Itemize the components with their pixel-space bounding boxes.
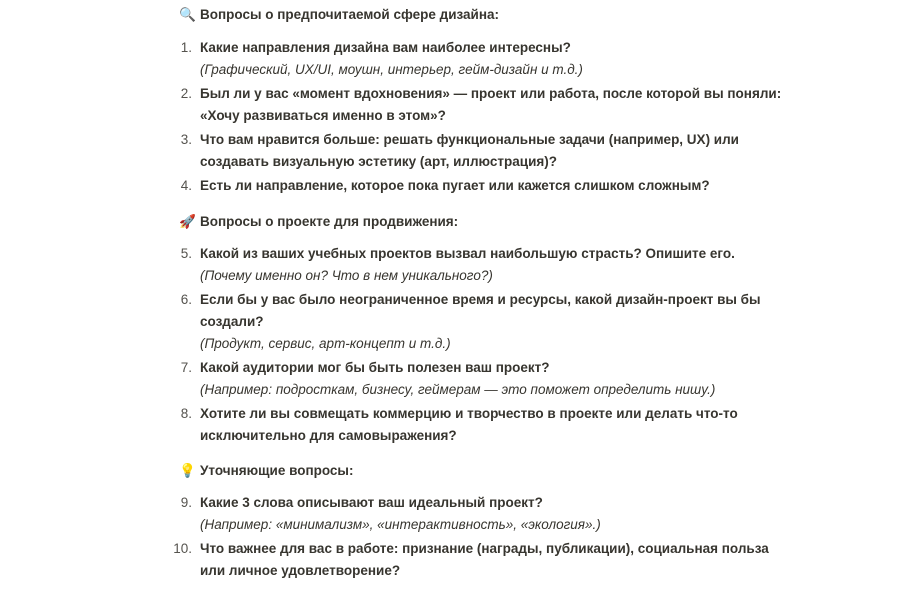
lightbulb-icon: 💡: [179, 463, 196, 479]
question-text-line: или личное удовлетворение?: [200, 563, 401, 578]
question-text-line: Какие направления дизайна вам наиболее интересны?: [200, 40, 571, 55]
question-hint: (Например: «минимализм», «интерактивность», «экология».): [200, 517, 601, 532]
section-title: Вопросы о проекте для продвижения:: [200, 214, 459, 229]
magnifier-icon: 🔍: [179, 7, 196, 23]
question-text-line: Что вам нравится больше: решать функциональные задачи (например, UX) или: [200, 132, 739, 147]
question-text-line: Хотите ли вы совмещать коммерцию и творчество в проекте или делать что-то: [200, 406, 738, 421]
question-text-line: Какие 3 слова описывают ваш идеальный проект?: [200, 495, 543, 510]
question-number: 9.: [180, 495, 192, 510]
question-text-line: исключительно для самовыражения?: [200, 428, 457, 443]
question-number: 2.: [180, 86, 192, 101]
question-text-line: Если бы у вас было неограниченное время и ресурсы, какой дизайн-проект вы бы: [200, 292, 761, 307]
question-number: 1.: [180, 40, 192, 55]
question-number: 4.: [180, 178, 192, 193]
question-number: 3.: [180, 132, 192, 147]
question-text-line: создавать визуальную эстетику (арт, иллюстрация)?: [200, 154, 557, 169]
question-number: 8.: [180, 406, 192, 421]
question-hint: (Например: подросткам, бизнесу, геймерам — это поможет определить нишу.): [200, 382, 716, 397]
question-number: 10.: [173, 541, 192, 556]
section-heading-clarifying: [179, 462, 353, 480]
question-number: 5.: [180, 246, 192, 261]
section-title: Вопросы о предпочитаемой сфере дизайна:: [200, 7, 500, 22]
question-text-line: Был ли у вас «момент вдохновения» — проект или работа, после которой вы поняли:: [200, 86, 782, 101]
question-hint: (Продукт, сервис, арт-концепт и т.д.): [200, 336, 451, 351]
question-number: 6.: [180, 292, 192, 307]
question-text-line: Какой из ваших учебных проектов вызвал наибольшую страсть? Опишите его.: [200, 246, 735, 261]
question-text-line: «Хочу развиваться именно в этом»?: [200, 108, 446, 123]
question-text-line: создали?: [200, 314, 264, 329]
section-heading-promotion-project: [179, 213, 458, 231]
question-text-line: Что важнее для вас в работе: признание (награды, публикации), социальная польза: [200, 541, 769, 556]
question-hint: (Графический, UX/UI, моушн, интерьер, гейм-дизайн и т.д.): [200, 62, 583, 77]
question-text-line: Какой аудитории мог бы быть полезен ваш проект?: [200, 360, 550, 375]
question-text-line: Есть ли направление, которое пока пугает или кажется слишком сложным?: [200, 178, 710, 193]
rocket-icon: 🚀: [179, 214, 196, 230]
section-heading-design-sphere: [179, 6, 499, 24]
question-hint: (Почему именно он? Что в нем уникального?): [200, 268, 493, 283]
question-number: 7.: [180, 360, 192, 375]
section-title: Уточняющие вопросы:: [200, 463, 354, 478]
